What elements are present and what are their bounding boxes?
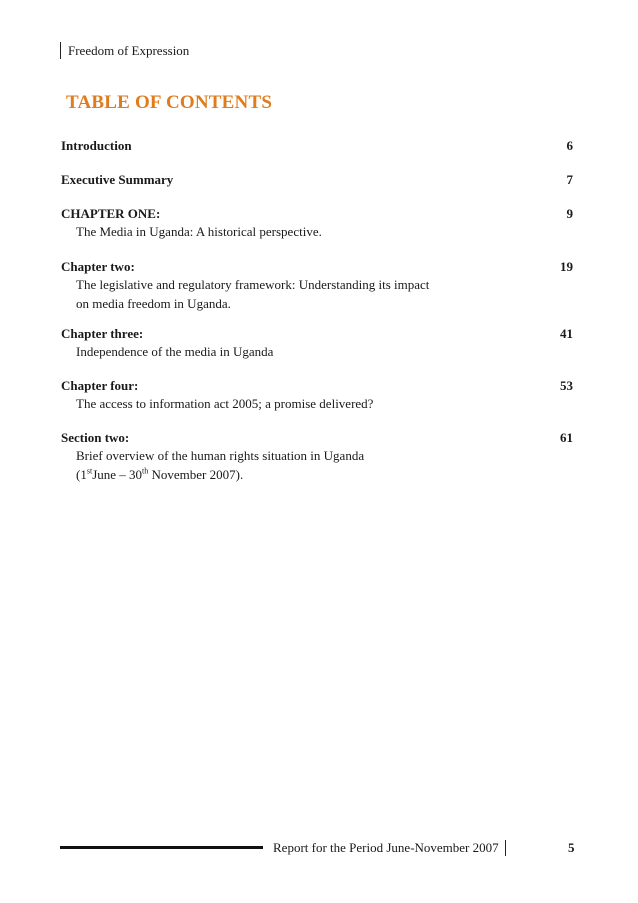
toc-entry-heading: Chapter four: [61,378,139,393]
toc-entry-date-range [61,465,573,484]
toc-entry-heading: Chapter three: [61,326,144,341]
running-header: Freedom of Expression [60,42,189,59]
toc-entry-executive-summary[interactable] [61,171,573,188]
toc-entry-page: 19 [560,259,573,274]
toc-entry-heading: Introduction [61,138,132,153]
toc-entry-heading: Section two: [61,430,130,445]
toc-entry-chapter-one[interactable] [61,205,573,241]
toc-entry-page: 53 [560,378,573,393]
date-ordinal-th: th [142,466,149,476]
toc-entry-page: 9 [566,206,573,221]
toc-entry-description: The access to information act 2005; a promise delivered? [76,396,374,411]
toc-entry-chapter-three[interactable] [61,325,573,361]
toc-entry-description: on media freedom in Uganda. [76,296,231,311]
toc-title: TABLE OF CONTENTS [66,92,273,113]
toc-entry-page: 7 [566,172,573,187]
toc-entry-description: Brief overview of the human rights situation in Uganda [76,448,365,463]
toc-entry-introduction[interactable] [61,137,573,154]
toc-entry-chapter-two[interactable] [61,258,573,313]
toc-entry-chapter-four[interactable] [61,377,573,413]
toc-entry-description: The Media in Uganda: A historical perspective. [76,224,322,239]
toc-entry-section-two[interactable] [61,429,573,484]
date-mid: June – 30 [92,467,143,482]
date-open: (1 [76,467,87,482]
toc-entry-description: Independence of the media in Uganda [76,344,274,359]
footer-rule [60,846,263,849]
toc-entry-description: The legislative and regulatory framework: Understanding its impact [76,277,430,292]
footer-text: Report for the Period June-November 2007 [273,840,506,856]
toc-entry-page: 61 [560,430,573,445]
toc-entry-heading: CHAPTER ONE: [61,206,161,221]
toc-entry-heading: Chapter two: [61,259,135,274]
page-number: 5 [568,840,575,855]
date-ordinal-st: st [86,466,93,476]
toc-entry-page: 41 [560,326,573,341]
toc-entry-page: 6 [566,138,573,153]
date-close: November 2007). [148,467,244,482]
toc-entry-heading: Executive Summary [61,172,174,187]
